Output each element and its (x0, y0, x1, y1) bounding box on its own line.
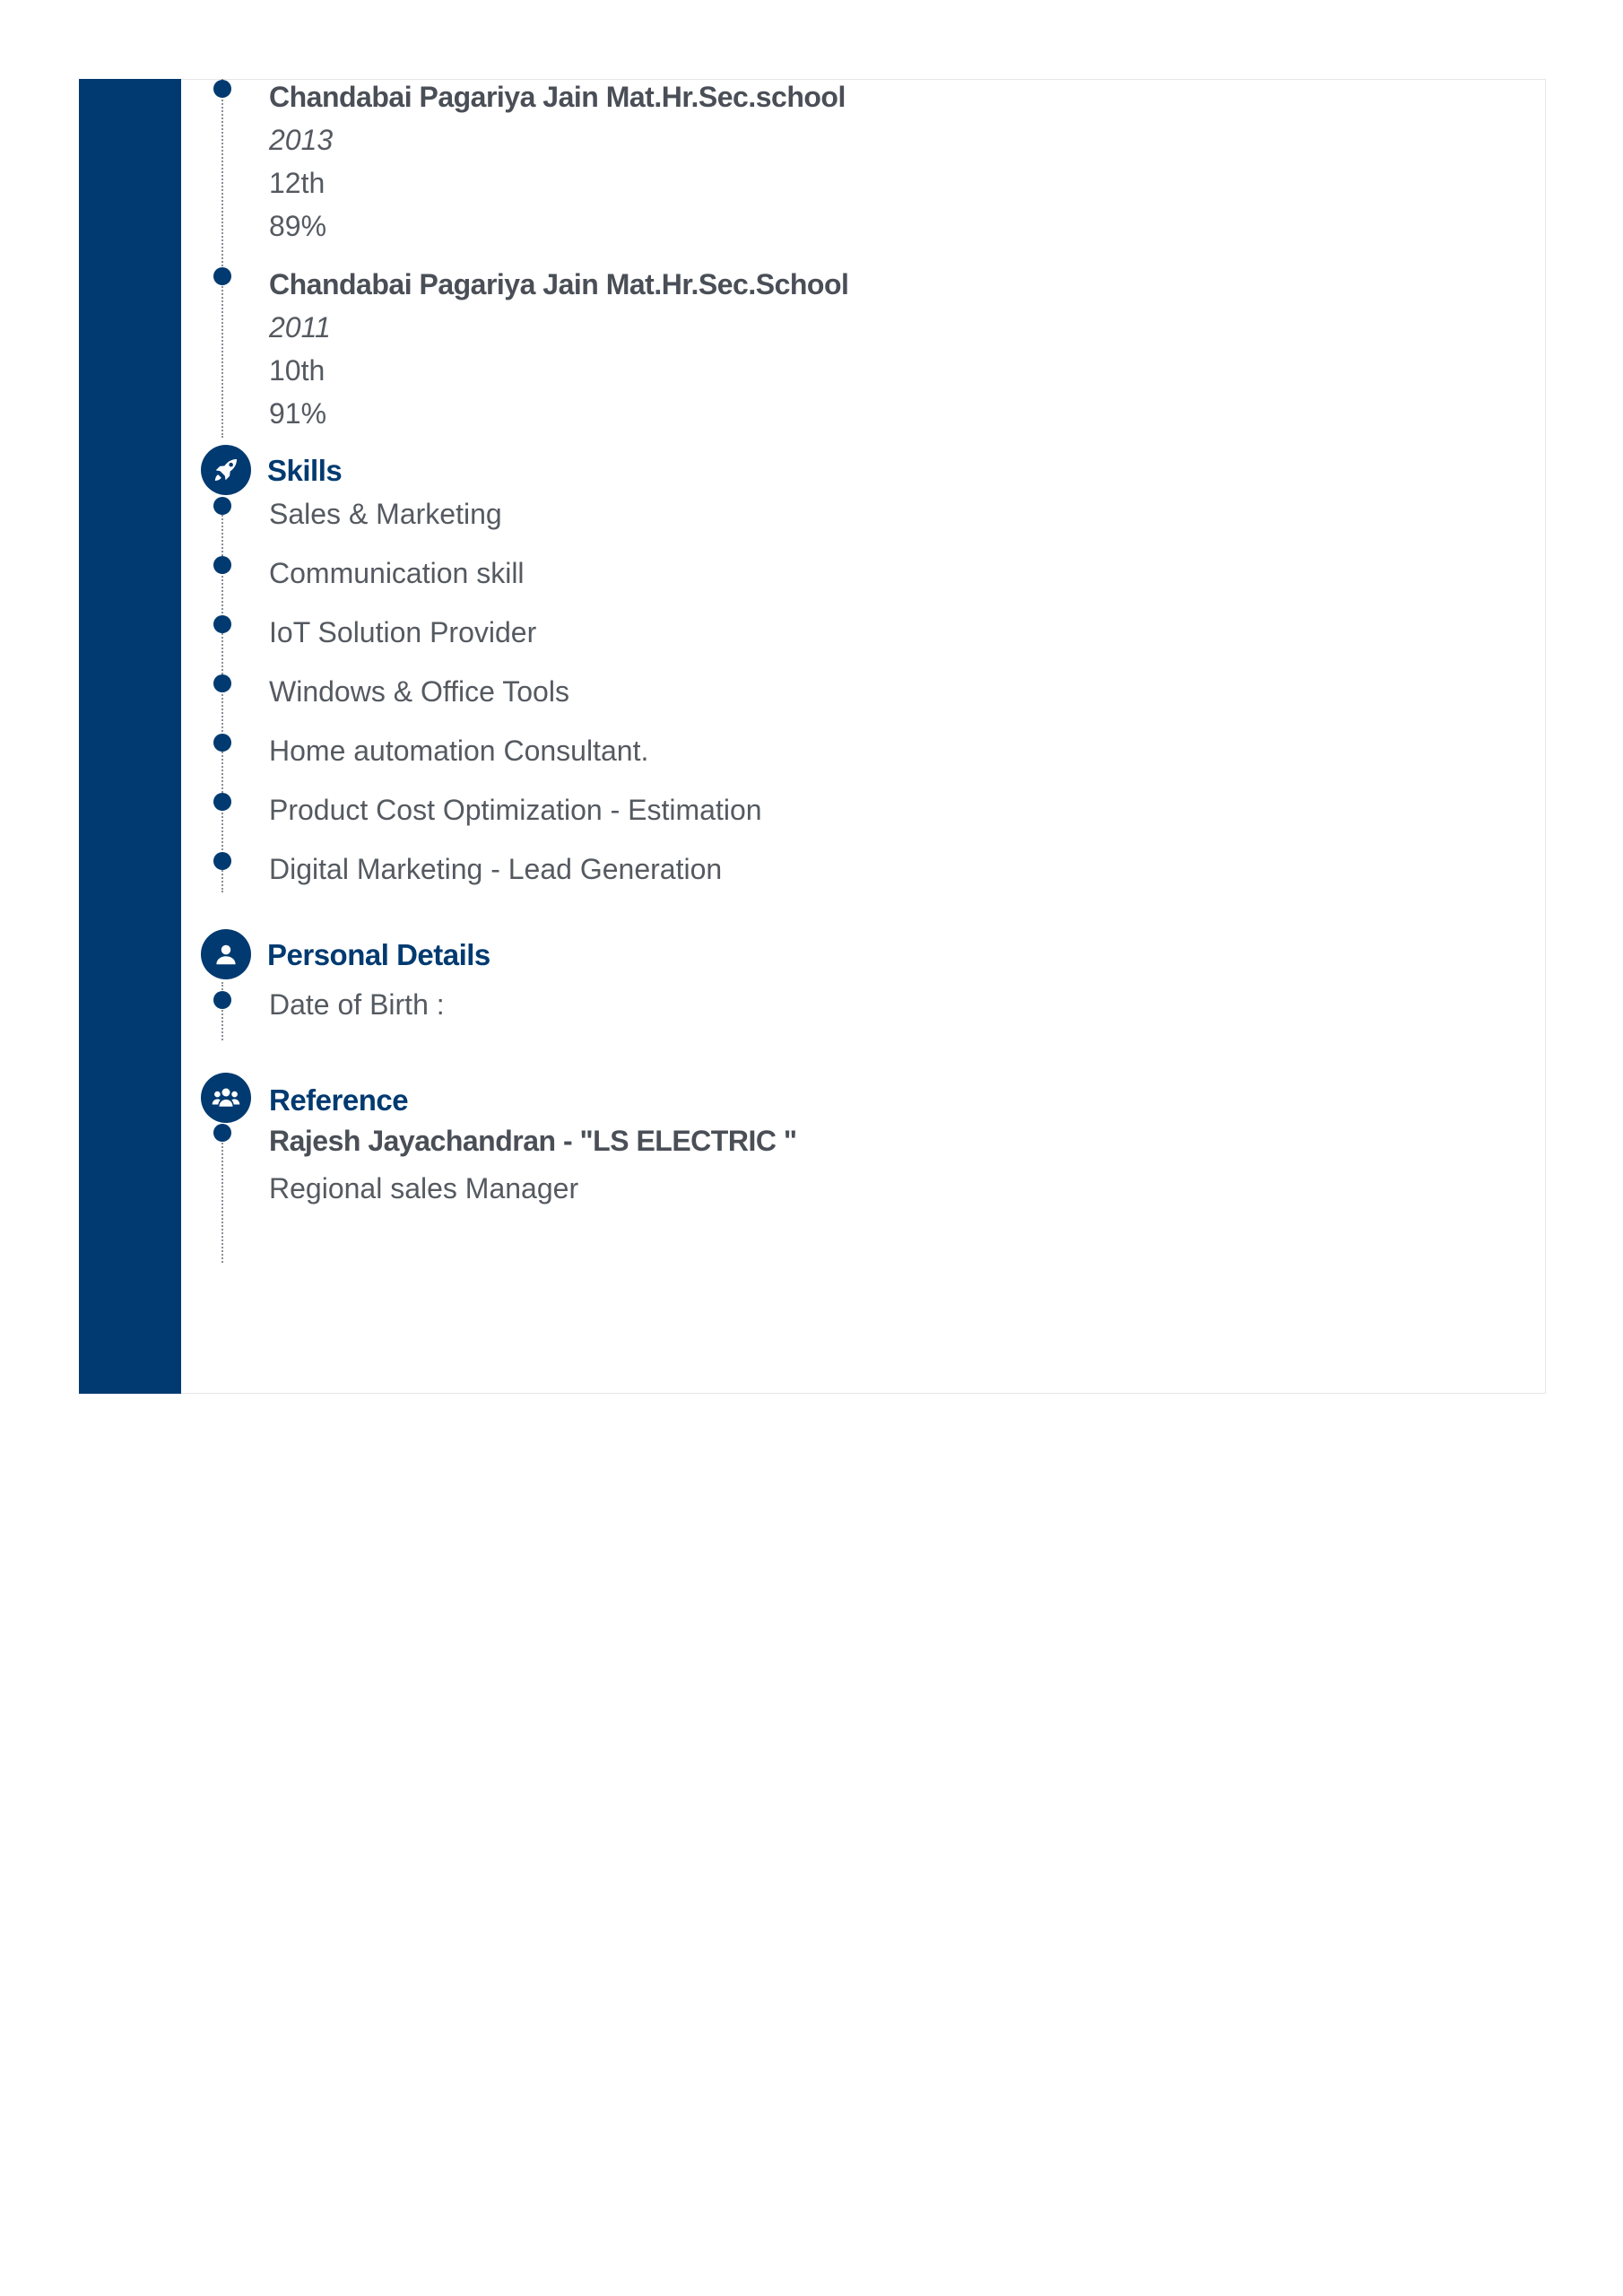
education-school: Chandabai Pagariya Jain Mat.Hr.Sec.School (269, 268, 849, 300)
education-score: 91% (269, 397, 327, 430)
skill-bullet (213, 556, 231, 574)
skill-item: Communication skill (269, 557, 525, 589)
skill-item: Product Cost Optimization - Estimation (269, 794, 762, 826)
education-timeline (221, 79, 223, 438)
personal-details-heading: Personal Details (267, 938, 490, 971)
rocket-icon (201, 445, 251, 495)
reference-role: Regional sales Manager (269, 1172, 579, 1205)
skill-bullet (213, 615, 231, 633)
reference-heading: Reference (269, 1083, 409, 1117)
skill-bullet (213, 852, 231, 870)
skill-bullet (213, 497, 231, 515)
skill-bullet (213, 674, 231, 692)
education-degree: 12th (269, 167, 325, 199)
skill-item: IoT Solution Provider (269, 616, 537, 648)
education-bullet (213, 80, 231, 98)
group-icon (201, 1073, 251, 1123)
dob-separator: : (436, 988, 445, 1021)
education-degree: 10th (269, 354, 325, 387)
skill-bullet (213, 734, 231, 752)
skill-item: Home automation Consultant. (269, 735, 649, 767)
date-of-birth-label (269, 987, 445, 1022)
sidebar-stripe (79, 79, 181, 1394)
education-year: 2013 (269, 124, 334, 156)
skill-item: Windows & Office Tools (269, 675, 569, 708)
skills-heading: Skills (267, 454, 343, 487)
reference-bullet (213, 1124, 231, 1142)
skill-item: Sales & Marketing (269, 498, 502, 530)
education-year: 2011 (269, 311, 331, 344)
reference-timeline (221, 1128, 223, 1263)
education-score: 89% (269, 210, 327, 242)
education-bullet (213, 267, 231, 285)
reference-name: Rajesh Jayachandran - "LS ELECTRIC " (269, 1125, 797, 1157)
dob-label-text: Date of Birth (269, 988, 429, 1021)
skill-item: Digital Marketing - Lead Generation (269, 853, 723, 885)
user-icon (201, 929, 251, 979)
education-school: Chandabai Pagariya Jain Mat.Hr.Sec.school (269, 81, 846, 113)
skill-bullet (213, 793, 231, 811)
personal-bullet (213, 991, 231, 1009)
